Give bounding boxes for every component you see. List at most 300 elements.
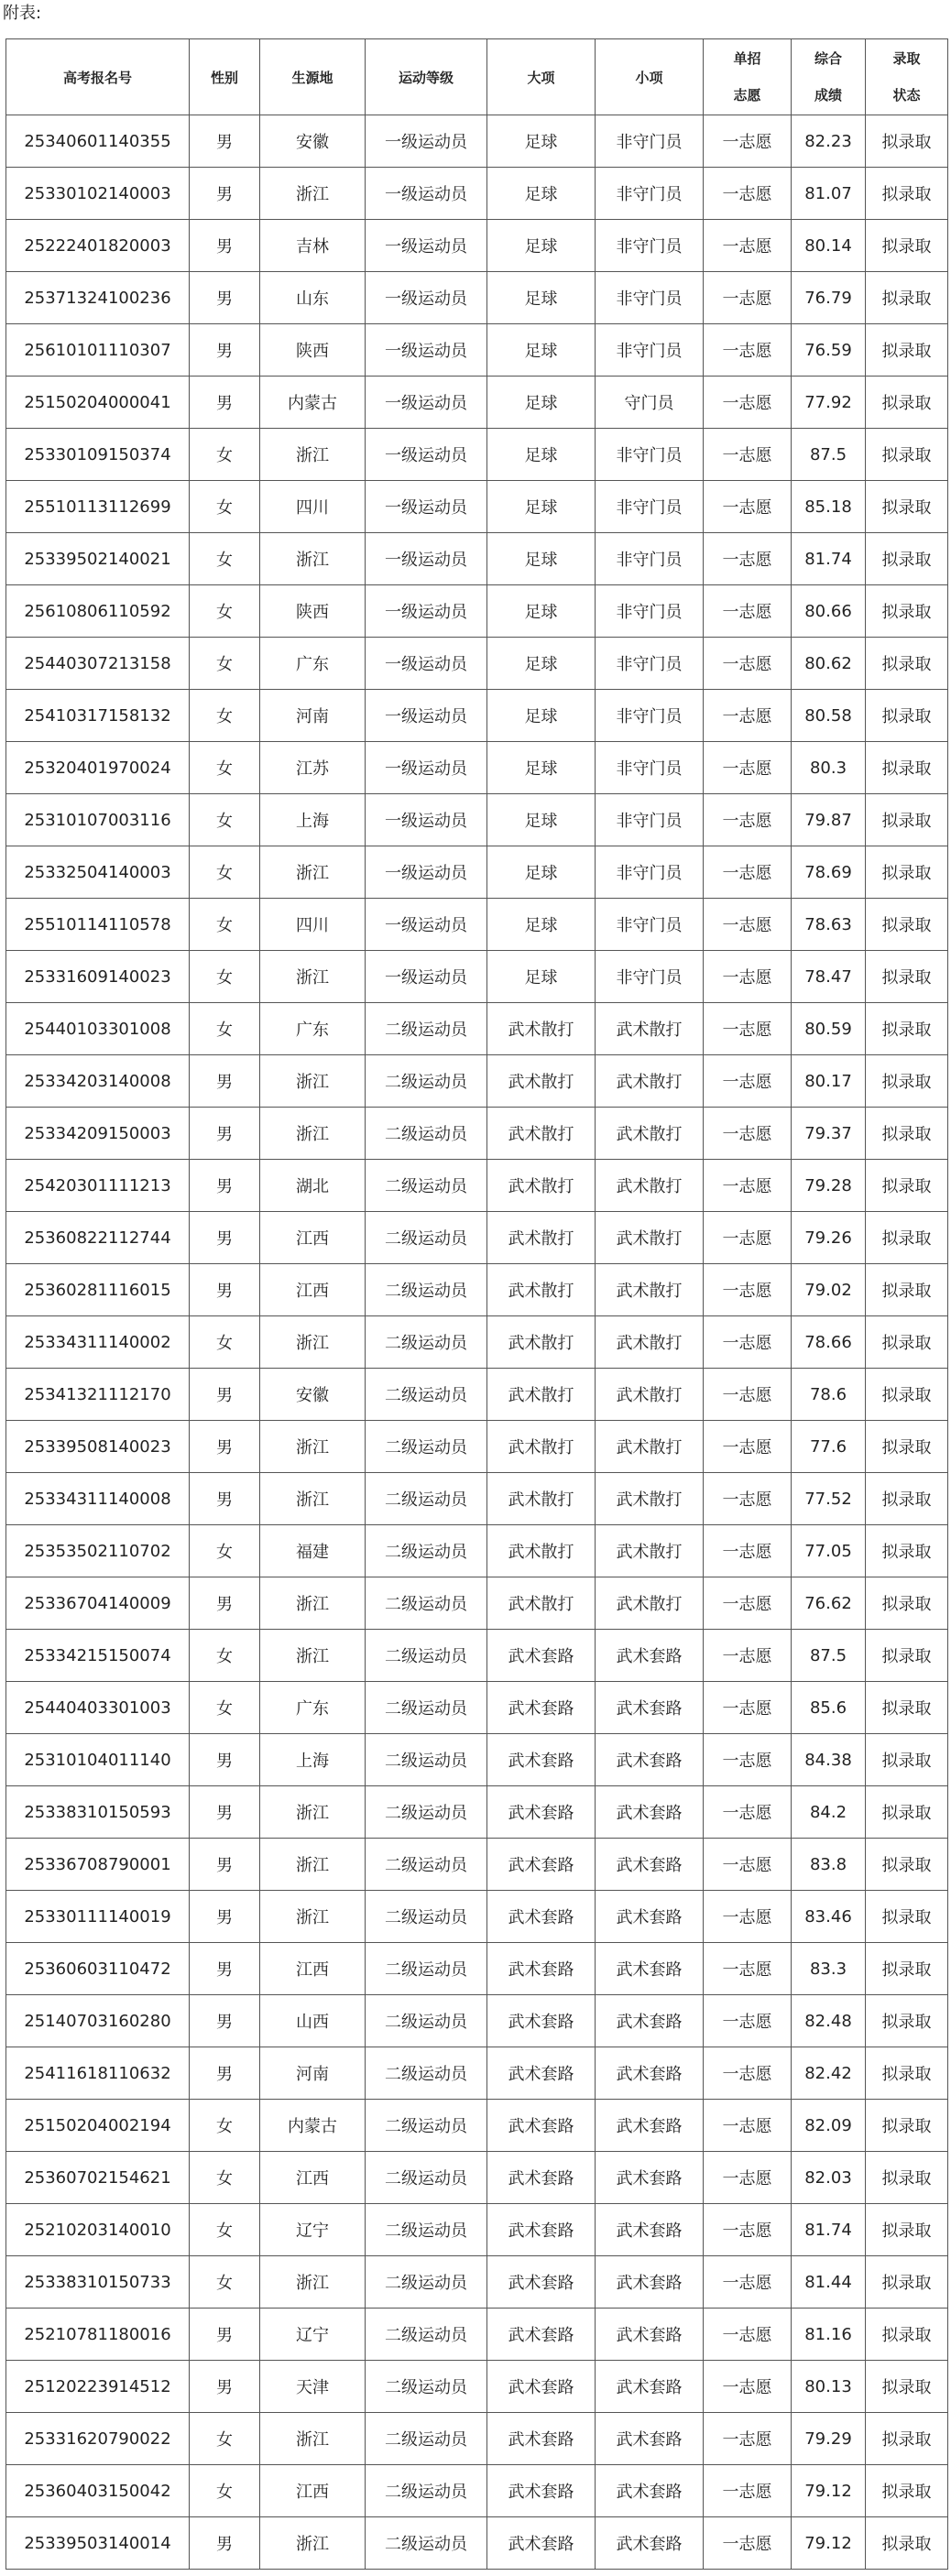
cell-category: 武术散打 <box>487 1264 596 1316</box>
cell-origin: 河南 <box>260 2047 366 2100</box>
cell-gender: 男 <box>190 324 260 377</box>
cell-choice: 一志愿 <box>704 2517 792 2570</box>
cell-score: 77.52 <box>792 1473 866 1525</box>
cell-gender: 男 <box>190 1055 260 1108</box>
cell-category: 武术套路 <box>487 2047 596 2100</box>
cell-category: 武术套路 <box>487 2100 596 2152</box>
cell-origin: 江苏 <box>260 742 366 794</box>
cell-sub: 武术套路 <box>596 2047 704 2100</box>
cell-category: 武术套路 <box>487 2465 596 2517</box>
cell-exam-id: 25334311140008 <box>6 1473 190 1525</box>
cell-score: 80.62 <box>792 638 866 690</box>
cell-origin: 江西 <box>260 2152 366 2204</box>
cell-choice: 一志愿 <box>704 846 792 899</box>
table-row <box>6 2517 948 2570</box>
cell-level: 二级运动员 <box>366 1577 487 1630</box>
cell-choice: 一志愿 <box>704 1212 792 1264</box>
cell-choice: 一志愿 <box>704 1473 792 1525</box>
cell-sub: 武术散打 <box>596 1212 704 1264</box>
cell-score: 76.79 <box>792 272 866 324</box>
table-row <box>6 2204 948 2256</box>
cell-choice: 一志愿 <box>704 1839 792 1891</box>
cell-origin: 山西 <box>260 1995 366 2047</box>
cell-category: 武术套路 <box>487 1943 596 1995</box>
cell-status: 拟录取 <box>866 1212 948 1264</box>
table-row <box>6 1839 948 1891</box>
cell-sub: 武术套路 <box>596 2309 704 2361</box>
cell-status: 拟录取 <box>866 638 948 690</box>
table-row <box>6 1421 948 1473</box>
cell-choice: 一志愿 <box>704 1421 792 1473</box>
cell-exam-id: 25339503140014 <box>6 2517 190 2570</box>
cell-choice: 一志愿 <box>704 377 792 429</box>
cell-status: 拟录取 <box>866 1839 948 1891</box>
cell-gender: 男 <box>190 1473 260 1525</box>
table-row <box>6 1734 948 1786</box>
cell-choice: 一志愿 <box>704 1003 792 1055</box>
cell-origin: 浙江 <box>260 1316 366 1369</box>
cell-level: 二级运动员 <box>366 1734 487 1786</box>
cell-score: 79.28 <box>792 1160 866 1212</box>
cell-origin: 浙江 <box>260 2256 366 2309</box>
table-row <box>6 324 948 377</box>
cell-choice: 一志愿 <box>704 1943 792 1995</box>
header-choice-line2: 志愿 <box>733 87 761 104</box>
cell-level: 二级运动员 <box>366 1003 487 1055</box>
cell-level: 二级运动员 <box>366 2152 487 2204</box>
cell-category: 武术散打 <box>487 1577 596 1630</box>
cell-gender: 女 <box>190 585 260 638</box>
table-row <box>6 1003 948 1055</box>
cell-origin: 江西 <box>260 2465 366 2517</box>
cell-sub: 武术散打 <box>596 1421 704 1473</box>
cell-sub: 武术套路 <box>596 2517 704 2570</box>
cell-origin: 辽宁 <box>260 2309 366 2361</box>
table-row <box>6 220 948 272</box>
cell-exam-id: 25331609140023 <box>6 951 190 1003</box>
cell-gender: 女 <box>190 742 260 794</box>
cell-category: 武术散打 <box>487 1525 596 1577</box>
cell-gender: 女 <box>190 951 260 1003</box>
cell-status: 拟录取 <box>866 533 948 585</box>
cell-sub: 非守门员 <box>596 481 704 533</box>
cell-exam-id: 25339502140021 <box>6 533 190 585</box>
cell-category: 足球 <box>487 324 596 377</box>
table-row <box>6 2361 948 2413</box>
header-choice-line1: 单招 <box>733 50 761 67</box>
cell-origin: 河南 <box>260 690 366 742</box>
table-row <box>6 1212 948 1264</box>
cell-gender: 女 <box>190 2100 260 2152</box>
cell-choice: 一志愿 <box>704 324 792 377</box>
cell-exam-id: 25440307213158 <box>6 638 190 690</box>
cell-score: 81.74 <box>792 533 866 585</box>
cell-level: 二级运动员 <box>366 1630 487 1682</box>
cell-choice: 一志愿 <box>704 951 792 1003</box>
cell-exam-id: 25120223914512 <box>6 2361 190 2413</box>
cell-sub: 武术散打 <box>596 1577 704 1630</box>
header-status <box>866 39 948 115</box>
cell-level: 二级运动员 <box>366 1160 487 1212</box>
cell-status: 拟录取 <box>866 899 948 951</box>
cell-gender: 男 <box>190 1839 260 1891</box>
header-id: 高考报名号 <box>6 39 190 115</box>
cell-origin: 吉林 <box>260 220 366 272</box>
cell-level: 二级运动员 <box>366 2465 487 2517</box>
cell-category: 足球 <box>487 742 596 794</box>
cell-gender: 男 <box>190 115 260 168</box>
cell-status: 拟录取 <box>866 1577 948 1630</box>
cell-score: 79.02 <box>792 1264 866 1316</box>
cell-sub: 武术套路 <box>596 1943 704 1995</box>
cell-level: 一级运动员 <box>366 951 487 1003</box>
cell-score: 79.87 <box>792 794 866 846</box>
cell-score: 87.5 <box>792 429 866 481</box>
cell-exam-id: 25334203140008 <box>6 1055 190 1108</box>
cell-sub: 武术套路 <box>596 1734 704 1786</box>
cell-category: 武术套路 <box>487 1682 596 1734</box>
cell-status: 拟录取 <box>866 1786 948 1839</box>
cell-status: 拟录取 <box>866 1525 948 1577</box>
cell-sub: 武术散打 <box>596 1055 704 1108</box>
table-row <box>6 115 948 168</box>
cell-origin: 广东 <box>260 1003 366 1055</box>
table-row <box>6 2047 948 2100</box>
cell-sub: 非守门员 <box>596 272 704 324</box>
cell-level: 二级运动员 <box>366 2413 487 2465</box>
cell-choice: 一志愿 <box>704 1630 792 1682</box>
cell-sub: 非守门员 <box>596 638 704 690</box>
cell-level: 一级运动员 <box>366 846 487 899</box>
cell-choice: 一志愿 <box>704 220 792 272</box>
cell-gender: 女 <box>190 2465 260 2517</box>
cell-origin: 安徽 <box>260 115 366 168</box>
cell-category: 武术套路 <box>487 2413 596 2465</box>
cell-origin: 上海 <box>260 794 366 846</box>
cell-status: 拟录取 <box>866 1108 948 1160</box>
cell-status: 拟录取 <box>866 585 948 638</box>
cell-category: 足球 <box>487 115 596 168</box>
cell-origin: 广东 <box>260 1682 366 1734</box>
cell-choice: 一志愿 <box>704 1995 792 2047</box>
cell-category: 武术散打 <box>487 1108 596 1160</box>
cell-exam-id: 25610101110307 <box>6 324 190 377</box>
cell-gender: 女 <box>190 533 260 585</box>
cell-gender: 女 <box>190 481 260 533</box>
cell-level: 一级运动员 <box>366 585 487 638</box>
cell-score: 81.07 <box>792 168 866 220</box>
cell-origin: 辽宁 <box>260 2204 366 2256</box>
header-row <box>6 39 948 115</box>
cell-status: 拟录取 <box>866 2152 948 2204</box>
cell-level: 一级运动员 <box>366 220 487 272</box>
cell-choice: 一志愿 <box>704 2204 792 2256</box>
cell-exam-id: 25320401970024 <box>6 742 190 794</box>
cell-gender: 女 <box>190 899 260 951</box>
cell-sub: 武术散打 <box>596 1108 704 1160</box>
table-row <box>6 742 948 794</box>
cell-exam-id: 25336708790001 <box>6 1839 190 1891</box>
cell-sub: 武术散打 <box>596 1264 704 1316</box>
cell-sub: 非守门员 <box>596 115 704 168</box>
cell-sub: 武术散打 <box>596 1003 704 1055</box>
cell-sub: 武术套路 <box>596 1995 704 2047</box>
cell-status: 拟录取 <box>866 1369 948 1421</box>
table-row <box>6 2413 948 2465</box>
cell-level: 一级运动员 <box>366 272 487 324</box>
cell-level: 二级运动员 <box>366 1264 487 1316</box>
header-level: 运动等级 <box>366 39 487 115</box>
cell-choice: 一志愿 <box>704 638 792 690</box>
cell-score: 84.38 <box>792 1734 866 1786</box>
cell-origin: 浙江 <box>260 1630 366 1682</box>
cell-category: 武术套路 <box>487 2309 596 2361</box>
table-row <box>6 1108 948 1160</box>
cell-exam-id: 25331620790022 <box>6 2413 190 2465</box>
cell-status: 拟录取 <box>866 220 948 272</box>
cell-score: 79.12 <box>792 2517 866 2570</box>
cell-gender: 女 <box>190 1630 260 1682</box>
cell-status: 拟录取 <box>866 2309 948 2361</box>
cell-exam-id: 25510114110578 <box>6 899 190 951</box>
cell-status: 拟录取 <box>866 1891 948 1943</box>
cell-origin: 浙江 <box>260 533 366 585</box>
cell-sub: 非守门员 <box>596 429 704 481</box>
cell-status: 拟录取 <box>866 1264 948 1316</box>
cell-exam-id: 25341321112170 <box>6 1369 190 1421</box>
cell-origin: 内蒙古 <box>260 2100 366 2152</box>
cell-sub: 非守门员 <box>596 846 704 899</box>
cell-choice: 一志愿 <box>704 2309 792 2361</box>
table-row <box>6 1577 948 1630</box>
cell-level: 一级运动员 <box>366 690 487 742</box>
admission-table <box>5 38 948 2570</box>
cell-origin: 浙江 <box>260 1108 366 1160</box>
cell-category: 足球 <box>487 168 596 220</box>
table-row <box>6 1369 948 1421</box>
cell-status: 拟录取 <box>866 1160 948 1212</box>
cell-sub: 武术散打 <box>596 1160 704 1212</box>
cell-status: 拟录取 <box>866 1995 948 2047</box>
cell-gender: 男 <box>190 2361 260 2413</box>
cell-level: 一级运动员 <box>366 377 487 429</box>
cell-category: 武术散打 <box>487 1003 596 1055</box>
cell-score: 82.09 <box>792 2100 866 2152</box>
cell-choice: 一志愿 <box>704 1055 792 1108</box>
cell-category: 足球 <box>487 846 596 899</box>
cell-status: 拟录取 <box>866 1421 948 1473</box>
cell-choice: 一志愿 <box>704 1577 792 1630</box>
cell-level: 二级运动员 <box>366 1682 487 1734</box>
cell-level: 二级运动员 <box>366 1891 487 1943</box>
cell-level: 一级运动员 <box>366 429 487 481</box>
cell-gender: 男 <box>190 2309 260 2361</box>
cell-score: 83.8 <box>792 1839 866 1891</box>
cell-choice: 一志愿 <box>704 585 792 638</box>
cell-level: 一级运动员 <box>366 742 487 794</box>
table-row <box>6 533 948 585</box>
cell-score: 87.5 <box>792 1630 866 1682</box>
cell-status: 拟录取 <box>866 2100 948 2152</box>
cell-score: 80.58 <box>792 690 866 742</box>
cell-origin: 浙江 <box>260 168 366 220</box>
cell-score: 82.42 <box>792 2047 866 2100</box>
cell-score: 78.6 <box>792 1369 866 1421</box>
cell-origin: 浙江 <box>260 1473 366 1525</box>
cell-score: 77.6 <box>792 1421 866 1473</box>
cell-score: 76.62 <box>792 1577 866 1630</box>
cell-sub: 武术套路 <box>596 1682 704 1734</box>
cell-origin: 陕西 <box>260 324 366 377</box>
cell-gender: 女 <box>190 846 260 899</box>
cell-origin: 浙江 <box>260 1786 366 1839</box>
table-row <box>6 481 948 533</box>
cell-score: 77.05 <box>792 1525 866 1577</box>
cell-level: 二级运动员 <box>366 1995 487 2047</box>
cell-gender: 女 <box>190 794 260 846</box>
cell-level: 二级运动员 <box>366 1525 487 1577</box>
cell-category: 武术套路 <box>487 1891 596 1943</box>
header-score <box>792 39 866 115</box>
cell-origin: 江西 <box>260 1943 366 1995</box>
cell-exam-id: 25440403301003 <box>6 1682 190 1734</box>
table-row <box>6 2152 948 2204</box>
header-sub: 小项 <box>596 39 704 115</box>
cell-exam-id: 25334209150003 <box>6 1108 190 1160</box>
cell-origin: 四川 <box>260 481 366 533</box>
cell-origin: 浙江 <box>260 1055 366 1108</box>
cell-score: 85.6 <box>792 1682 866 1734</box>
cell-score: 77.92 <box>792 377 866 429</box>
cell-origin: 浙江 <box>260 2413 366 2465</box>
cell-choice: 一志愿 <box>704 1734 792 1786</box>
cell-level: 二级运动员 <box>366 1316 487 1369</box>
cell-level: 二级运动员 <box>366 2204 487 2256</box>
cell-choice: 一志愿 <box>704 1316 792 1369</box>
cell-exam-id: 25360403150042 <box>6 2465 190 2517</box>
cell-origin: 浙江 <box>260 2517 366 2570</box>
cell-origin: 上海 <box>260 1734 366 1786</box>
cell-score: 80.14 <box>792 220 866 272</box>
cell-choice: 一志愿 <box>704 1160 792 1212</box>
cell-score: 79.29 <box>792 2413 866 2465</box>
cell-category: 武术散打 <box>487 1316 596 1369</box>
table-row <box>6 690 948 742</box>
cell-category: 武术套路 <box>487 2517 596 2570</box>
cell-exam-id: 25330111140019 <box>6 1891 190 1943</box>
cell-choice: 一志愿 <box>704 1786 792 1839</box>
cell-sub: 武术套路 <box>596 2152 704 2204</box>
cell-status: 拟录取 <box>866 377 948 429</box>
cell-sub: 武术散打 <box>596 1473 704 1525</box>
cell-choice: 一志愿 <box>704 2100 792 2152</box>
cell-sub: 武术套路 <box>596 1630 704 1682</box>
cell-gender: 男 <box>190 1108 260 1160</box>
cell-category: 足球 <box>487 220 596 272</box>
cell-origin: 江西 <box>260 1212 366 1264</box>
cell-origin: 广东 <box>260 638 366 690</box>
cell-exam-id: 25360822112744 <box>6 1212 190 1264</box>
cell-status: 拟录取 <box>866 2465 948 2517</box>
cell-choice: 一志愿 <box>704 899 792 951</box>
cell-category: 足球 <box>487 377 596 429</box>
cell-sub: 武术套路 <box>596 2256 704 2309</box>
cell-exam-id: 25339508140023 <box>6 1421 190 1473</box>
cell-gender: 女 <box>190 2256 260 2309</box>
cell-exam-id: 25353502110702 <box>6 1525 190 1577</box>
table-row <box>6 794 948 846</box>
table-row <box>6 951 948 1003</box>
cell-category: 武术散打 <box>487 1421 596 1473</box>
cell-exam-id: 25140703160280 <box>6 1995 190 2047</box>
cell-status: 拟录取 <box>866 481 948 533</box>
cell-status: 拟录取 <box>866 115 948 168</box>
cell-gender: 男 <box>190 1786 260 1839</box>
table-row <box>6 1055 948 1108</box>
cell-status: 拟录取 <box>866 272 948 324</box>
cell-exam-id: 25440103301008 <box>6 1003 190 1055</box>
cell-score: 81.44 <box>792 2256 866 2309</box>
cell-origin: 浙江 <box>260 429 366 481</box>
cell-status: 拟录取 <box>866 1630 948 1682</box>
header-category: 大项 <box>487 39 596 115</box>
cell-score: 78.47 <box>792 951 866 1003</box>
cell-choice: 一志愿 <box>704 429 792 481</box>
cell-choice: 一志愿 <box>704 1369 792 1421</box>
cell-score: 83.46 <box>792 1891 866 1943</box>
cell-level: 一级运动员 <box>366 533 487 585</box>
cell-level: 一级运动员 <box>366 638 487 690</box>
cell-score: 79.37 <box>792 1108 866 1160</box>
cell-category: 武术套路 <box>487 1734 596 1786</box>
cell-status: 拟录取 <box>866 1473 948 1525</box>
table-row <box>6 1525 948 1577</box>
cell-sub: 武术套路 <box>596 2465 704 2517</box>
cell-gender: 男 <box>190 272 260 324</box>
cell-choice: 一志愿 <box>704 533 792 585</box>
cell-category: 武术套路 <box>487 2361 596 2413</box>
cell-category: 武术散打 <box>487 1160 596 1212</box>
cell-exam-id: 25150204000041 <box>6 377 190 429</box>
cell-level: 一级运动员 <box>366 899 487 951</box>
cell-exam-id: 25330102140003 <box>6 168 190 220</box>
cell-origin: 天津 <box>260 2361 366 2413</box>
cell-gender: 男 <box>190 1577 260 1630</box>
cell-sub: 非守门员 <box>596 899 704 951</box>
cell-category: 武术散打 <box>487 1473 596 1525</box>
cell-sub: 武术套路 <box>596 2361 704 2413</box>
table-row <box>6 1630 948 1682</box>
cell-score: 80.13 <box>792 2361 866 2413</box>
cell-origin: 浙江 <box>260 1577 366 1630</box>
cell-exam-id: 25360603110472 <box>6 1943 190 1995</box>
cell-category: 足球 <box>487 638 596 690</box>
table-row <box>6 1316 948 1369</box>
cell-level: 一级运动员 <box>366 324 487 377</box>
cell-score: 84.2 <box>792 1786 866 1839</box>
cell-choice: 一志愿 <box>704 2361 792 2413</box>
cell-exam-id: 25210781180016 <box>6 2309 190 2361</box>
cell-category: 武术套路 <box>487 2256 596 2309</box>
cell-gender: 女 <box>190 1525 260 1577</box>
cell-origin: 浙江 <box>260 951 366 1003</box>
cell-choice: 一志愿 <box>704 2413 792 2465</box>
cell-score: 80.66 <box>792 585 866 638</box>
table-row <box>6 1786 948 1839</box>
cell-gender: 男 <box>190 2047 260 2100</box>
cell-score: 79.26 <box>792 1212 866 1264</box>
table-row <box>6 2256 948 2309</box>
